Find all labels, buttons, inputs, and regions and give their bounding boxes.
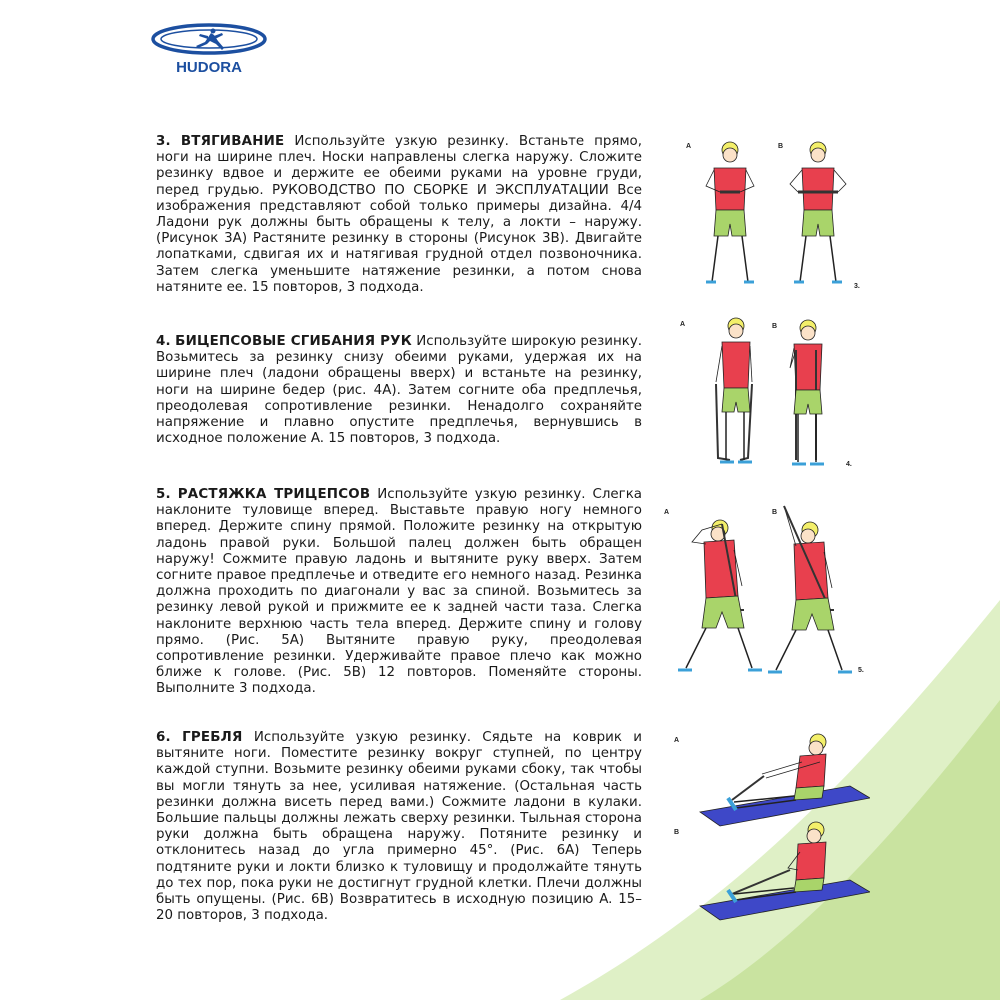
fig4b-person [790,320,824,464]
exercise-6-illustration [670,730,870,930]
logo-wordmark: HUDORA [176,59,242,76]
fig5-number: 5. [858,667,864,674]
exercise-6-number: 6. [156,730,171,745]
fig4a-person [716,318,752,462]
fig4-number: 4. [846,461,852,468]
fig5-label-a: A [664,509,670,516]
exercise-4-number: 4. [156,334,171,349]
exercise-6-body: Используйте узкую резинку. Сядьте на коврик и вытяните ноги. Поместите резинку вокруг ступней, по центру каждой ступни. Возьмите резинку обеими руками сбоку, так чтобы вы могли тянуть за нее, усиливая натяжение. (Остальная часть резинки должна висеть перед вами.) Сожмите ладони в кулаки. Большие пальцы должны лежать сверху резинки. Тыльная сторона руки должна быть обращена наружу. Потяните резинку и отклонитесь назад до угла примерно 45°. (Рис. 6A) Теперь подтяните руки и локти близко к туловищу и продолжайте тянуть до тех пор, пока руки не достигнут грудной клетки. Плечи должны быть опущены. (Рис. 6B) Возвратитесь в исходную позицию A. 15–20 повторов, 3 подхода. [156,730,642,924]
exercise-5-illustration [662,500,872,680]
exercise-3-text [156,134,642,296]
fig6-label-b: B [674,829,680,836]
exercise-5-title: РАСТЯЖКА ТРИЦЕПСОВ [177,487,371,502]
fig5a-person [678,520,762,670]
fig3-number: 3. [854,283,860,290]
exercise-6-title: ГРЕБЛЯ [182,730,243,745]
fig3-label-a: A [686,143,692,150]
exercise-5-text [156,487,642,698]
fig6-label-a: A [674,737,680,744]
exercise-5-number: 5. [156,487,171,502]
exercise-5-body: Используйте узкую резинку. Слегка наклоните туловище вперед. Выставьте правую ногу немного вперед. Держите спину прямой. Положите резинку на открытую ладонь правой руки. Большой палец должен быть обращен наружу! Сожмите правую ладонь и вытяните руку вверх. Затем согните правое предплечье и отведите его немного назад. Резинка должна проходить по диагонали у вас за спиной. Возьмитесь за резинку левой рукой и прижмите ее к задней части таза. Слегка наклоните верхнюю часть тела вперед. Держите спину и голову прямо. (Рис. 5A) Вытяните правую руку, преодолевая сопротивление резинки. Удерживайте правое плечо как можно ближе к голове. (Рис. 5B) 12 повторов. Поменяйте стороны. Выполните 3 подхода. [156,487,642,697]
exercise-4-text [156,334,642,447]
exercise-4-body: Используйте широкую резинку. Возьмитесь за резинку снизу обеими руками, удержая их на ширине плеч (ладони обращены вверх) и встаньте на резинку, ноги на ширине бедер (рис. 4A). Затем согните оба предплечья, преодолевая сопротивление резинки. Ненадолго сохраняйте напряжение и плавно опустите предплечья, вернувшись в исходное положение A. 15 повторов, 3 подхода. [156,334,642,447]
exercise-3-body: Используйте узкую резинку. Встаньте прямо, ноги на ширине плеч. Носки направлены слегка наружу. Сложите резинку вдвое и держите ее обеими руками на уровне груди, перед грудью. РУКОВОДСТВО ПО СБОРКЕ И ЭКСПЛУАТАЦИИ Все изображения представляют собой только примеры дизайна. 4/4 Ладони рук должны быть обращены к телу, а локти – наружу. (Рисунок 3A) Растяните резинку в стороны (Рисунок 3B). Двигайте лопатками, сдвигая их и натягивая грудной отдел позвоночника. Затем слегка уменьшите натяжение резинки, а потом снова натяните ее. 15 повторов, 3 подхода. [156,134,642,295]
fig4-label-b: B [772,323,778,330]
fig3-label-b: B [778,143,784,150]
hudora-logo [150,22,268,78]
exercise-3-number: 3. [156,134,171,149]
fig5b-person [768,506,852,672]
fig6a-mat-person [700,734,870,826]
fig4-label-a: A [680,321,686,328]
exercise-3-illustration [684,136,874,294]
fig5-label-b: B [772,509,778,516]
fig3a-person [706,142,754,282]
fig6b-mat-person [700,822,870,920]
exercise-6-text [156,730,642,924]
exercise-4-illustration [678,312,868,472]
exercise-3-title: ВТЯГИВАНИЕ [180,134,285,149]
exercise-4-title: БИЦЕПСОВЫЕ СГИБАНИЯ РУК [175,334,412,349]
fig3b-person [790,142,846,282]
